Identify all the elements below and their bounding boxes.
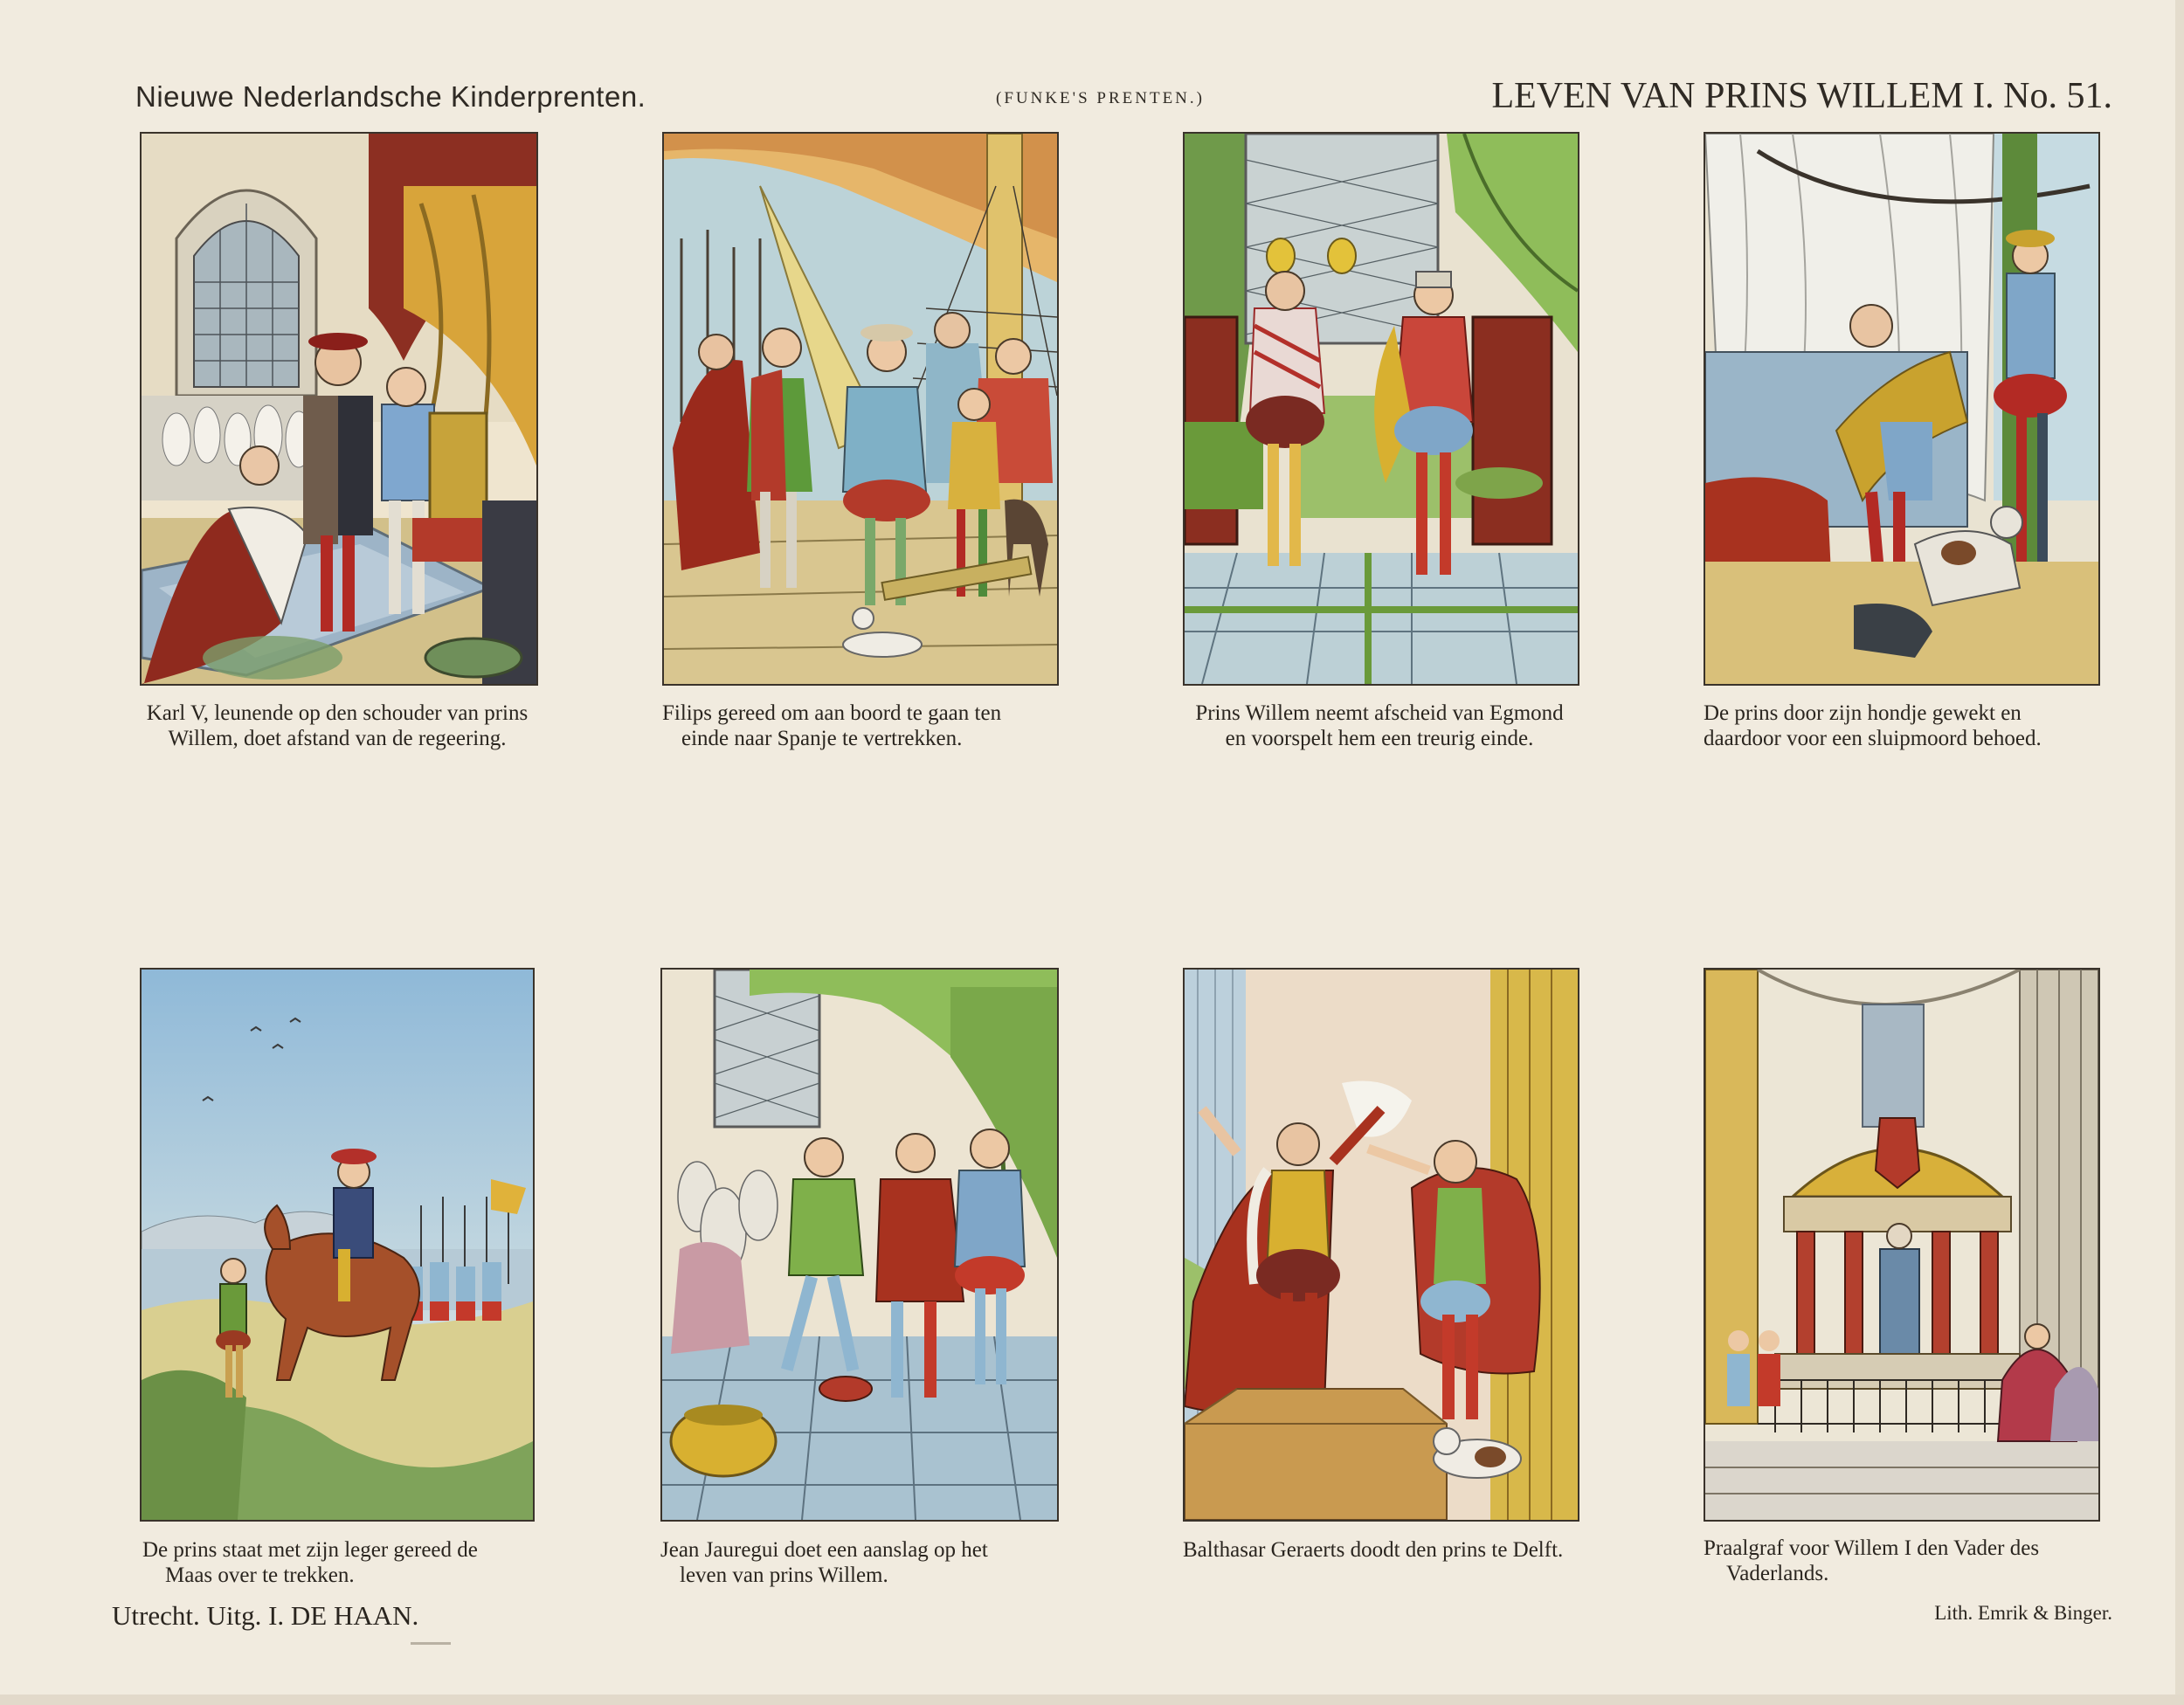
publisher-imprint: Utrecht. Uitg. I. DE HAAN. bbox=[112, 1600, 419, 1631]
sheet-edge-bottom bbox=[0, 1695, 2184, 1705]
print-title: LEVEN VAN PRINS WILLEM I. No. 51. bbox=[1491, 76, 2112, 116]
caption-line: daardoor voor een sluipmoord behoed. bbox=[1704, 727, 2042, 750]
lithographer-imprint: Lith. Emrik & Binger. bbox=[1934, 1602, 2112, 1624]
illustration-abdication bbox=[140, 132, 538, 686]
illustration-delft-assassination bbox=[1183, 968, 1579, 1522]
caption-line: Karl V, leunende op den schouder van prins bbox=[146, 701, 529, 725]
caption-abdication bbox=[135, 701, 539, 751]
caption-philip-ship bbox=[662, 701, 1073, 751]
caption-dog-wakes-prince bbox=[1704, 701, 2114, 751]
caption-line: einde naar Spanje te vertrekken. bbox=[681, 727, 963, 750]
illustration-jauregui-attempt bbox=[660, 968, 1059, 1522]
caption-jauregui-attempt bbox=[660, 1537, 1071, 1588]
illustration-philip-ship bbox=[662, 132, 1059, 686]
sheet-mark bbox=[411, 1642, 451, 1645]
caption-line: Prins Willem neemt afscheid van Egmond bbox=[1195, 701, 1564, 725]
caption-line: Praalgraf voor Willem I den Vader des bbox=[1704, 1536, 2040, 1560]
caption-line: Maas over te trekken. bbox=[165, 1563, 355, 1587]
caption-delft-assassination bbox=[1183, 1537, 1593, 1563]
caption-line: Balthasar Geraerts doodt den prins te Delft. bbox=[1183, 1538, 1564, 1562]
print-subtitle: (FUNKE'S PRENTEN.) bbox=[996, 89, 1205, 107]
series-title: Nieuwe Nederlandsche Kinderprenten. bbox=[135, 80, 646, 113]
caption-line: Filips gereed om aan boord te gaan ten bbox=[662, 701, 1002, 725]
sheet-edge-right bbox=[2175, 0, 2184, 1705]
illustration-tomb bbox=[1704, 968, 2100, 1522]
caption-line: De prins door zijn hondje gewekt en bbox=[1704, 701, 2022, 725]
caption-tomb bbox=[1704, 1536, 2114, 1586]
caption-line: Vaderlands. bbox=[1726, 1562, 1829, 1585]
illustration-army-maas bbox=[140, 968, 535, 1522]
caption-line: en voorspelt hem een treurig einde. bbox=[1225, 727, 1534, 750]
caption-line: Jean Jauregui doet een aanslag op het bbox=[660, 1538, 988, 1562]
caption-army-maas bbox=[142, 1537, 553, 1588]
caption-line: leven van prins Willem. bbox=[680, 1563, 888, 1587]
caption-farewell-egmond bbox=[1174, 701, 1585, 751]
illustration-dog-wakes-prince bbox=[1704, 132, 2100, 686]
caption-line: Willem, doet afstand van de regeering. bbox=[168, 727, 507, 750]
caption-line: De prins staat met zijn leger gereed de bbox=[142, 1538, 478, 1562]
illustration-farewell-egmond bbox=[1183, 132, 1579, 686]
